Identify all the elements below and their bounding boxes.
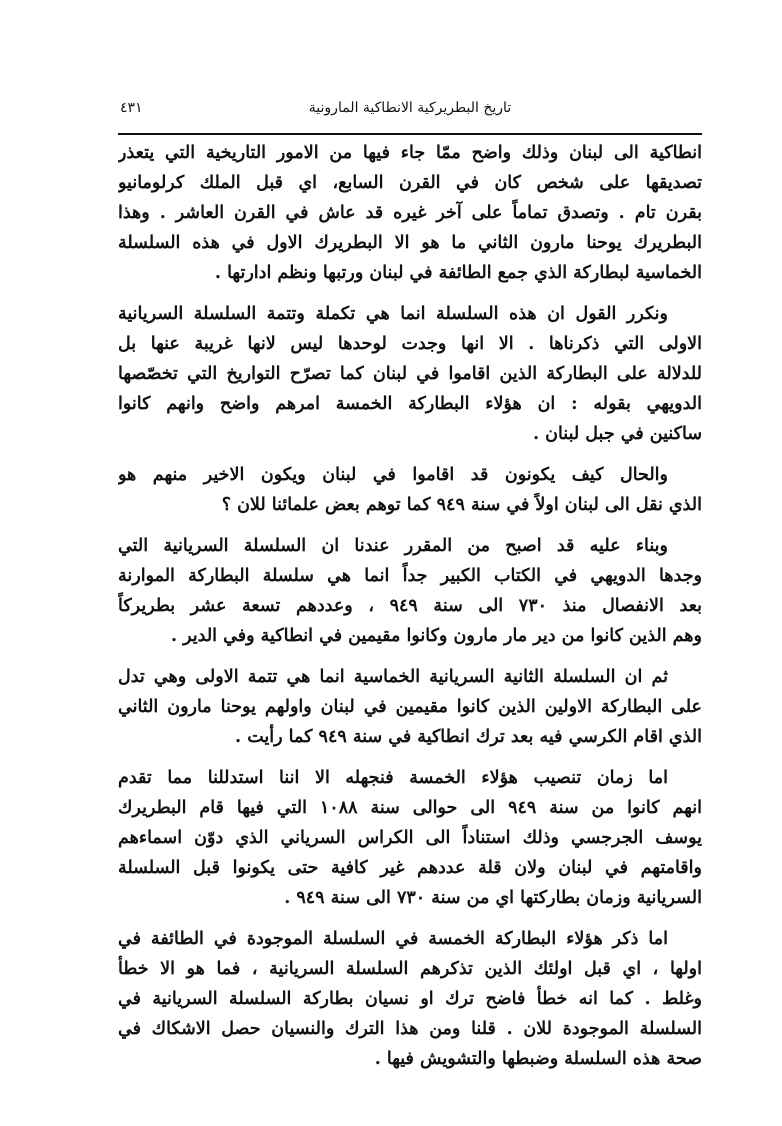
paragraph <box>118 924 702 1074</box>
paragraph <box>118 299 702 449</box>
text-line: والحال كيف يكونون قد اقاموا في لبنان ويكون الاخير منهم هو <box>118 465 668 485</box>
text-line: اما زمان تنصيب هؤلاء الخمسة فنجهله الا اننا استدللنا مما تقدم <box>118 768 668 788</box>
text-line: على البطاركة الاولين الذين كانوا مقيمين في لبنان واولهم يوحنا مارون الثاني <box>118 697 702 717</box>
paragraph <box>118 460 702 520</box>
text-line: يوسف الجرجسي وذلك استناداً الى الكراس السرياني الذي دوّن اسماءهم <box>118 828 702 848</box>
text-line: تصديقها على شخص كان في القرن السابع، اي قبل الملك كرلومانيو <box>118 173 702 193</box>
text-line: البطريرك يوحنا مارون الثاني ما هو الا البطريرك الاول في هذه السلسلة <box>118 233 702 253</box>
text-line: ساكنين في جبل لبنان . <box>532 424 702 444</box>
text-line: للدلالة على البطاركة الذين اقاموا في لبنان كما تصرّح التواريخ التي تخصّصها <box>118 364 702 384</box>
page-body <box>118 138 702 1085</box>
text-line: وجدها الدويهي في الكتاب الكبير جداً انما هي سلسلة البطاركة الموارنة <box>118 566 702 586</box>
paragraph <box>118 138 702 288</box>
running-header <box>120 98 700 124</box>
text-line: وهم الذين كانوا من دير مار مارون وكانوا مقيمين في انطاكية وفي الدير . <box>170 626 702 646</box>
text-line: الذي اقام الكرسي فيه بعد ترك انطاكية في سنة ٩٤٩ كما رأيت . <box>235 727 702 747</box>
page-number: ٤٣١ <box>120 100 143 116</box>
text-line: الاولى التي ذكرناها . الا انها وجدت لوحدها ليس لانها غريبة عنها بل <box>118 334 702 354</box>
paragraph <box>118 662 702 752</box>
text-line: انطاكية الى لبنان وذلك واضح ممّا جاء فيها من الامور التاريخية التي يتعذر <box>118 143 702 163</box>
text-line: صحة هذه السلسلة وضبطها والتشويش فيها . <box>374 1049 702 1069</box>
running-title: تاريخ البطريركية الانطاكية المارونية <box>308 100 512 116</box>
text-line: اما ذكر هؤلاء البطاركة الخمسة في السلسلة الموجودة في الطائفة في <box>118 929 668 949</box>
text-line: ونكرر القول ان هذه السلسلة انما هي تكملة وتتمة السلسلة السريانية <box>118 304 668 324</box>
header-rule <box>118 133 702 135</box>
text-line: اولها ، اي قبل اولئك الذين تذكرهم السلسلة السريانية ، فما هو الا خطأ <box>118 959 702 979</box>
text-line: السلسلة الموجودة للان . قلنا ومن هذا الترك والنسيان حصل الاشكاك في <box>118 1019 702 1039</box>
text-line: السريانية وزمان بطاركتها اي من سنة ٧٣٠ الى سنة ٩٤٩ . <box>284 888 702 908</box>
text-line: الخماسية لبطاركة الذي جمع الطائفة في لبنان ورتبها ونظم ادارتها . <box>214 263 702 283</box>
text-line: وبناء عليه قد اصبح من المقرر عندنا ان السلسلة السريانية التي <box>118 536 668 556</box>
text-line: انهم كانوا من سنة ٩٤٩ الى حوالى سنة ١٠٨٨ التي فيها قام البطريرك <box>118 798 702 818</box>
text-line: بقرن تام . وتصدق تماماً على آخر غيره قد عاش في القرن العاشر . وهذا <box>118 203 702 223</box>
text-line: الذي نقل الى لبنان اولاً في سنة ٩٤٩ كما توهم بعض علمائنا للان ؟ <box>221 495 702 515</box>
paragraph <box>118 531 702 651</box>
text-line: وغلط . كما انه خطأ فاضح ترك او نسيان بطاركة السلسلة السريانية في <box>118 989 702 1009</box>
text-line: ثم ان السلسلة الثانية السريانية الخماسية انما هي تتمة الاولى وهي تدل <box>118 667 668 687</box>
text-line: واقامتهم في لبنان ولان قلة عددهم غير كافية حتى يكونوا قبل السلسلة <box>118 858 702 878</box>
text-line: بعد الانفصال منذ ٧٣٠ الى سنة ٩٤٩ ، وعددهم تسعة عشر بطريركاً <box>118 596 702 616</box>
paragraph <box>118 763 702 913</box>
text-line: الدويهي بقوله : ان هؤلاء البطاركة الخمسة امرهم واضح وانهم كانوا <box>118 394 702 414</box>
